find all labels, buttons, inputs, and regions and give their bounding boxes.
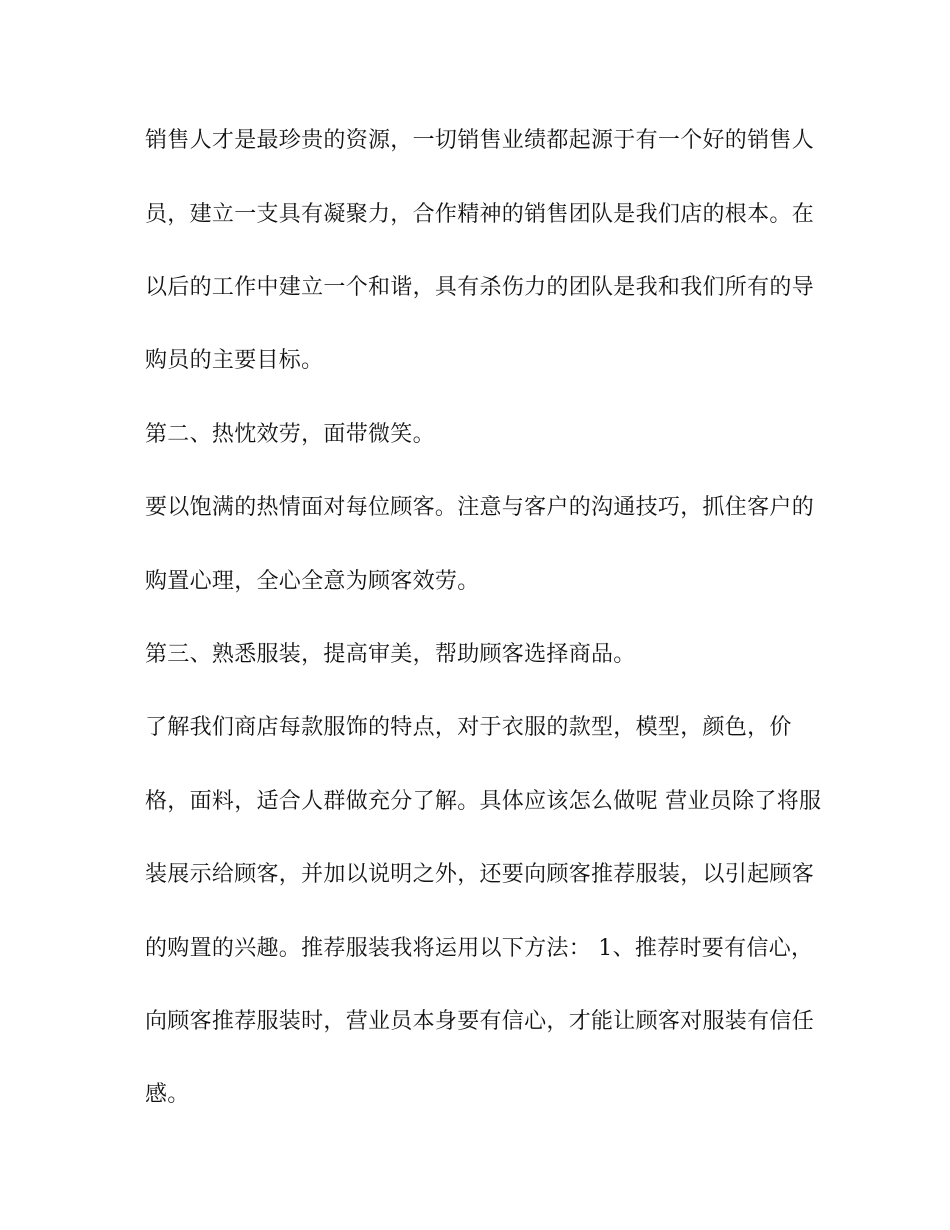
section-heading: 第二、热忱效劳，面带微笑。 (145, 422, 435, 447)
text-line: 员，建立一支具有凝聚力，合作精神的销售团队是我们店的根本。在 (145, 202, 815, 227)
text-line: 装展示给顾客，并加以说明之外，还要向顾客推荐服装，以引起顾客 (145, 862, 815, 887)
text-line: 感。 (145, 1082, 190, 1107)
text-line: 的购置的兴趣。推荐服装我将运用以下方法： 1、推荐时要有信心， (145, 936, 814, 961)
text-line: 销售人才是最珍贵的资源，一切销售业绩都起源于有一个好的销售人 (145, 128, 815, 153)
section-heading: 第三、熟悉服装，提高审美，帮助顾客选择商品。 (145, 642, 636, 667)
text-line: 向顾客推荐服装时，营业员本身要有信心，才能让顾客对服装有信任 (145, 1009, 815, 1034)
text-line: 要以饱满的热情面对每位顾客。注意与客户的沟通技巧，抓住客户的 (145, 495, 815, 520)
text-line: 以后的工作中建立一个和谐，具有杀伤力的团队是我和我们所有的导 (145, 275, 815, 300)
text-line: 购员的主要目标。 (145, 348, 324, 373)
text-line: 购置心理，全心全意为顾客效劳。 (145, 569, 480, 594)
text-line: 了解我们商店每款服饰的特点，对于衣服的款型，模型，颜色，价 (145, 715, 792, 740)
text-line: 格，面料，适合人群做充分了解。具体应该怎么做呢 营业员除了将服 (145, 789, 822, 814)
